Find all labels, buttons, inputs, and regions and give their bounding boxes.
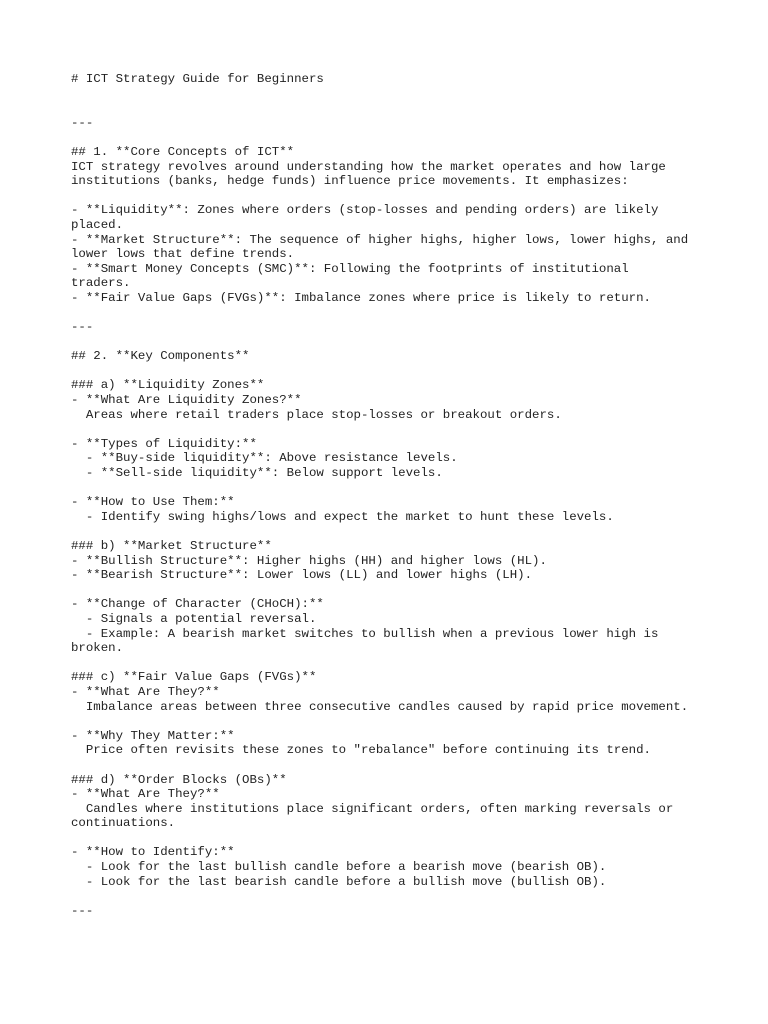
subsection-heading: ### c) **Fair Value Gaps (FVGs)**	[71, 670, 317, 685]
text-line: placed.	[71, 217, 124, 232]
blank-line	[71, 714, 751, 729]
document-body	[71, 72, 751, 918]
blank-line	[71, 101, 751, 116]
list-item: - **Market Structure**: The sequence of higher highs, higher lows, lower highs, and	[71, 232, 689, 247]
text-line: Imbalance areas between three consecutive candles caused by rapid price movement.	[71, 699, 689, 714]
blank-line	[71, 889, 751, 904]
text-line: Areas where retail traders place stop-losses or breakout orders.	[71, 407, 562, 422]
list-item: - **What Are They?**	[71, 684, 220, 699]
section-heading: ## 2. **Key Components**	[71, 349, 250, 364]
blank-line	[71, 656, 751, 671]
list-item: - Example: A bearish market switches to bullish when a previous lower high is	[71, 626, 659, 641]
list-item: - **Change of Character (CHoCH):**	[71, 597, 324, 612]
list-item: - **Fair Value Gaps (FVGs)**: Imbalance zones where price is likely to return.	[71, 290, 651, 305]
text-line: traders.	[71, 276, 131, 291]
list-item: - **Sell-side liquidity**: Below support levels.	[71, 466, 443, 481]
blank-line	[71, 831, 751, 846]
list-item: - **How to Use Them:**	[71, 495, 235, 510]
list-item: - **How to Identify:**	[71, 845, 235, 860]
blank-line	[71, 583, 751, 598]
list-item: - **What Are They?**	[71, 787, 220, 802]
horizontal-rule: ---	[71, 320, 94, 335]
blank-line	[71, 130, 751, 145]
list-item: - Identify swing highs/lows and expect the market to hunt these levels.	[71, 509, 614, 524]
list-item: - Look for the last bearish candle before a bullish move (bullish OB).	[71, 874, 607, 889]
text-line: Price often revisits these zones to "rebalance" before continuing its trend.	[71, 743, 651, 758]
text-line: ICT strategy revolves around understanding how the market operates and how large	[71, 159, 666, 174]
text-line: Candles where institutions place significant orders, often marking reversals or	[71, 801, 674, 816]
text-line: continuations.	[71, 816, 176, 831]
horizontal-rule: ---	[71, 903, 94, 918]
list-item: - **Bearish Structure**: Lower lows (LL) and lower highs (LH).	[71, 568, 533, 583]
list-item: - **What Are Liquidity Zones?**	[71, 393, 302, 408]
text-line: broken.	[71, 641, 124, 656]
list-item: - **Buy-side liquidity**: Above resistance levels.	[71, 451, 458, 466]
list-item: - Look for the last bullish candle before a bearish move (bearish OB).	[71, 860, 607, 875]
list-item: - **Bullish Structure**: Higher highs (HH) and higher lows (HL).	[71, 553, 547, 568]
blank-line	[71, 422, 751, 437]
horizontal-rule: ---	[71, 115, 94, 130]
document-title: # ICT Strategy Guide for Beginners	[71, 72, 324, 86]
section-heading: ## 1. **Core Concepts of ICT**	[71, 144, 295, 159]
blank-line	[71, 87, 751, 102]
subsection-heading: ### d) **Order Blocks (OBs)**	[71, 772, 287, 787]
list-item: - **Why They Matter:**	[71, 728, 235, 743]
text-line: lower lows that define trends.	[71, 247, 295, 262]
blank-line	[71, 189, 751, 204]
blank-line	[71, 481, 751, 496]
list-item: - Signals a potential reversal.	[71, 611, 317, 626]
list-item: - **Liquidity**: Zones where orders (stop-losses and pending orders) are likely	[71, 203, 659, 218]
blank-line	[71, 335, 751, 350]
subsection-heading: ### b) **Market Structure**	[71, 539, 272, 553]
blank-line	[71, 524, 751, 539]
blank-line	[71, 364, 751, 379]
list-item: - **Types of Liquidity:**	[71, 436, 257, 451]
list-item: - **Smart Money Concepts (SMC)**: Following the footprints of institutional	[71, 261, 629, 276]
blank-line	[71, 758, 751, 773]
blank-line	[71, 306, 751, 321]
text-line: institutions (banks, hedge funds) influence price movements. It emphasizes:	[71, 174, 629, 189]
subsection-heading: ### a) **Liquidity Zones**	[71, 378, 265, 393]
